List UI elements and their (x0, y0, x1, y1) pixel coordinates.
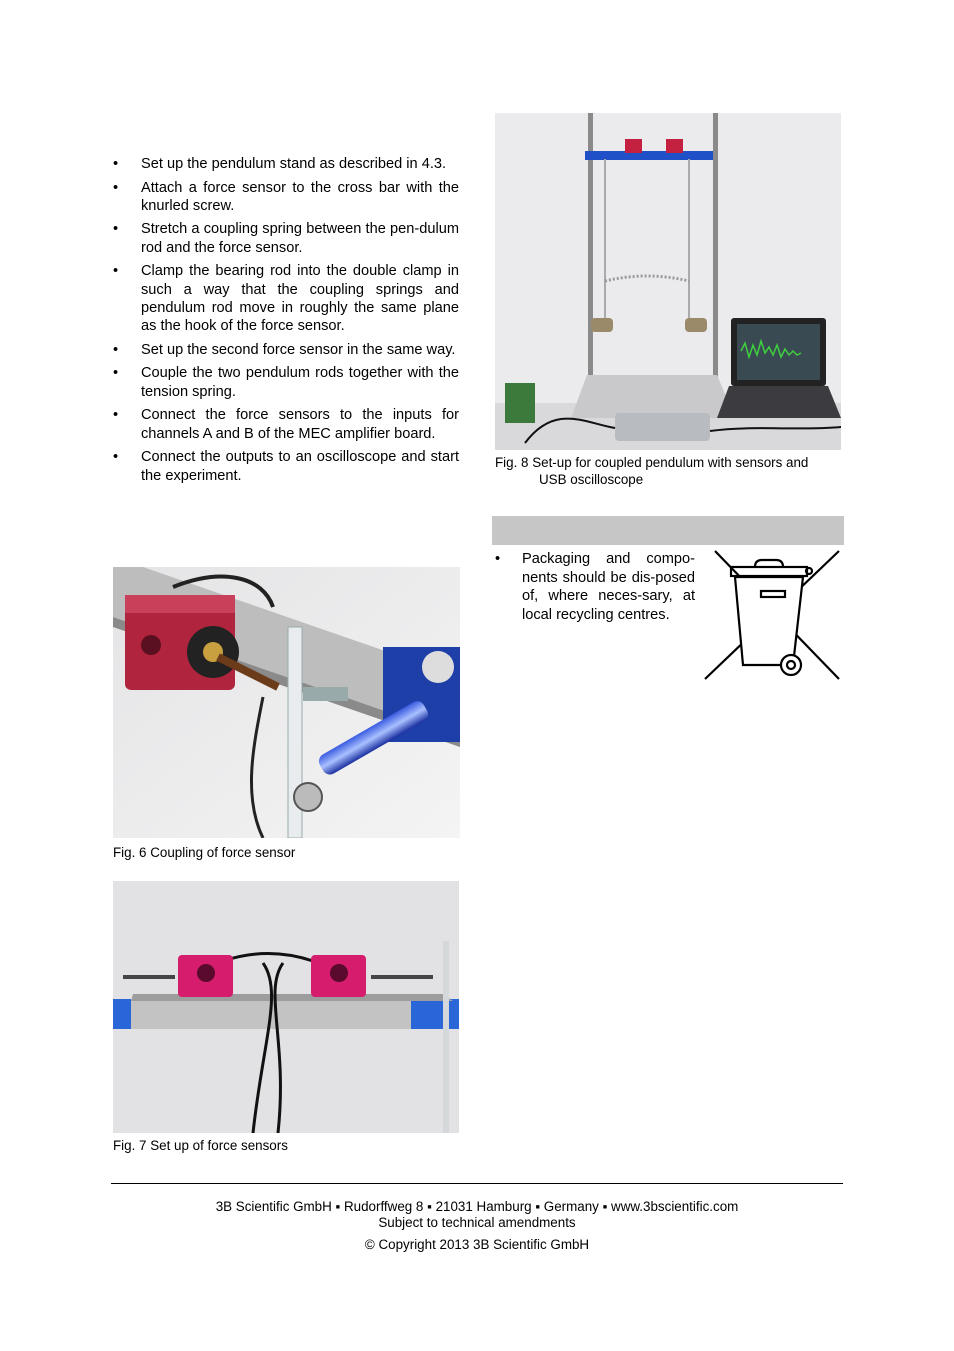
fig6-photo (113, 567, 460, 838)
footer-rule (111, 1183, 843, 1184)
instruction-item: • Set up the pendulum stand as described in 4.3. (113, 155, 459, 173)
disposal-item: • Packaging and compo-nents should be dis-posed of, where neces-sary, at local recycling centres. (495, 550, 695, 624)
instruction-item: • Clamp the bearing rod into the double clamp in such a way that the coupling springs and pendulum rod move in roughly the same plane as the hook of the force sensor. (113, 262, 459, 335)
fig8-caption-line1: Fig. 8 Set-up for coupled pendulum with sensors and (495, 455, 809, 470)
section-heading-bar (492, 516, 844, 545)
instruction-item: • Stretch a coupling spring between the pen-dulum rod and the force sensor. (113, 220, 459, 257)
footer-disclaimer: Subject to technical amendments (378, 1215, 576, 1230)
instruction-item: • Couple the two pendulum rods together with the tension spring. (113, 364, 459, 401)
instruction-item: • Attach a force sensor to the cross bar with the knurled screw. (113, 179, 459, 216)
instruction-item: • Set up the second force sensor in the same way. (113, 341, 459, 359)
fig8-photo (495, 113, 841, 450)
instruction-item: • Connect the force sensors to the inputs for channels A and B of the MEC amplifier board. (113, 406, 459, 443)
disposal-list (495, 550, 695, 624)
fig7-photo (113, 881, 459, 1133)
crossed-out-wheelie-bin-icon (703, 549, 841, 681)
footer-copyright: © Copyright 2013 3B Scientific GmbH (364, 1237, 590, 1252)
fig8-caption-line2: USB oscilloscope (539, 472, 644, 487)
fig7-caption: Fig. 7 Set up of force sensors (113, 1138, 288, 1153)
instruction-list (113, 155, 459, 490)
instruction-item: • Connect the outputs to an oscilloscope and start the experiment. (113, 448, 459, 485)
fig6-caption: Fig. 6 Coupling of force sensor (113, 845, 296, 860)
footer-address: 3B Scientific GmbH ▪ Rudorffweg 8 ▪ 21031 Hamburg ▪ Germany ▪ www.3bscientific.com (215, 1199, 739, 1214)
